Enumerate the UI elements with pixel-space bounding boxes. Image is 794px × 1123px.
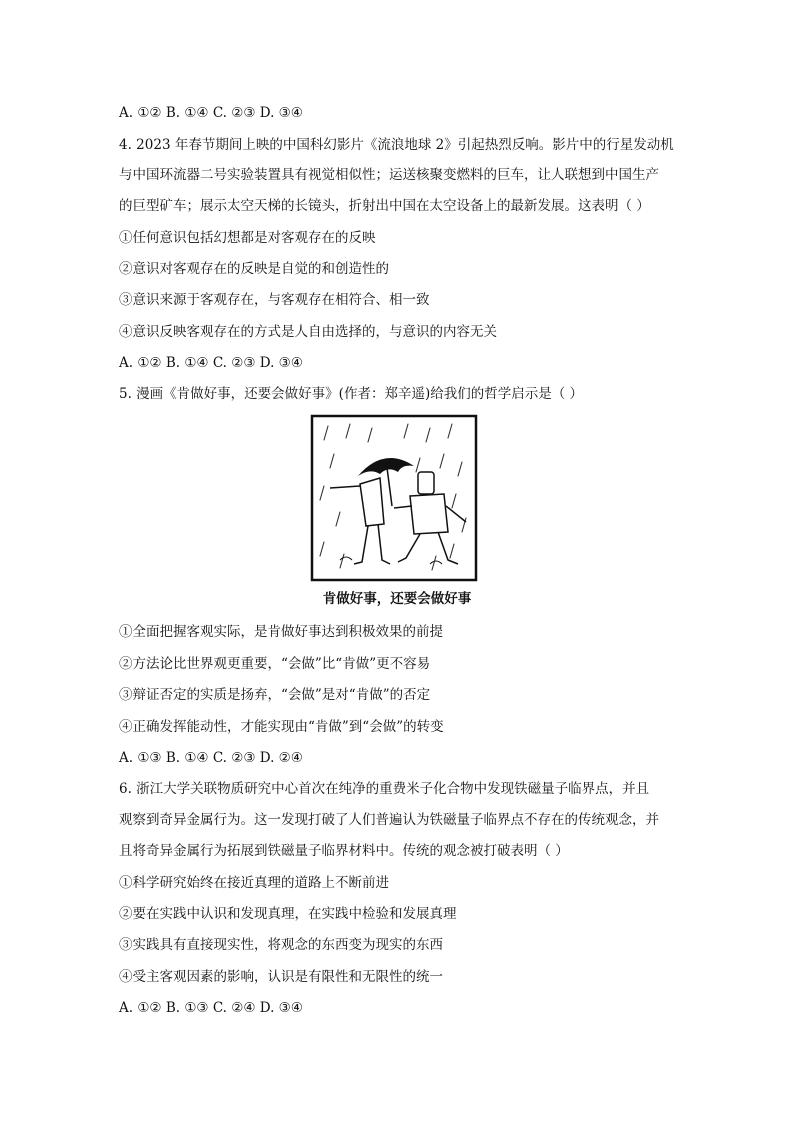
q6-answer-options: A. ①② B. ①③ C. ②④ D. ③④ [119,1000,303,1016]
q4-option-4: ④意识反映客观存在的方式是人自由选择的，与意识的内容无关 [119,324,497,340]
q6-stem-line-2: 观察到奇异金属行为。这一发现打破了人们普遍认为铁磁量子临界点不存在的传统观念，并 [119,812,659,828]
q4-answer-options: A. ①② B. ①④ C. ②③ D. ③④ [119,355,303,371]
q5-answer-options: A. ①③ B. ①④ C. ②③ D. ②④ [119,750,303,766]
q6-option-3: ③实践具有直接现实性，将观念的东西变为现实的东西 [119,937,443,953]
q6-stem-line-3: 且将奇异金属行为拓展到铁磁量子临界材料中。传统的观念被打破表明（ ） [119,843,569,859]
q4-option-3: ③意识来源于客观存在，与客观存在相符合、相一致 [119,292,430,308]
q3-answer-options: A. ①② B. ①④ C. ②③ D. ③④ [119,105,303,121]
q6-option-1: ①科学研究始终在接近真理的道路上不断前进 [119,875,389,891]
cartoon-illustration [310,414,478,582]
q5-option-3: ③辩证否定的实质是扬弃，“会做”是对“肯做”的否定 [119,687,431,703]
q4-option-2: ②意识对客观存在的反映是自觉的和创造性的 [119,261,389,277]
q6-option-4: ④受主客观因素的影响，认识是有限性和无限性的统一 [119,969,443,985]
q5-option-2: ②方法论比世界观更重要，“会做”比“肯做”更不容易 [119,656,431,672]
q4-stem-line-1: 4. 2023 年春节期间上映的中国科幻影片《流浪地球 2》引起热烈反响。影片中的行星发动机 [119,137,674,153]
q5-option-4: ④正确发挥能动性，才能实现由“肯做”到“会做”的转变 [119,719,444,735]
q5-option-1: ①全面把握客观实际，是肯做好事达到积极效果的前提 [119,624,443,640]
q5-stem: 5. 漫画《肯做好事，还要会做好事》(作者：郑辛遥)给我们的哲学启示是（ ） [119,386,583,402]
q6-option-2: ②要在实践中认识和发现真理，在实践中检验和发展真理 [119,906,457,922]
cartoon-caption: 肯做好事，还要会做好事 [322,591,472,607]
q4-stem-line-2: 与中国环流器二号实验装置具有视觉相似性；运送核聚变燃料的巨车，让人联想到中国生产 [119,167,659,183]
q4-stem-line-3: 的巨型矿车；展示太空天梯的长镜头，折射出中国在太空设备上的最新发展。这表明（ ） [119,198,650,214]
q4-option-1: ①任何意识包括幻想都是对客观存在的反映 [119,230,376,246]
q6-stem-line-1: 6. 浙江大学关联物质研究中心首次在纯净的重费米子化合物中发现铁磁量子临界点，并且 [119,781,650,797]
